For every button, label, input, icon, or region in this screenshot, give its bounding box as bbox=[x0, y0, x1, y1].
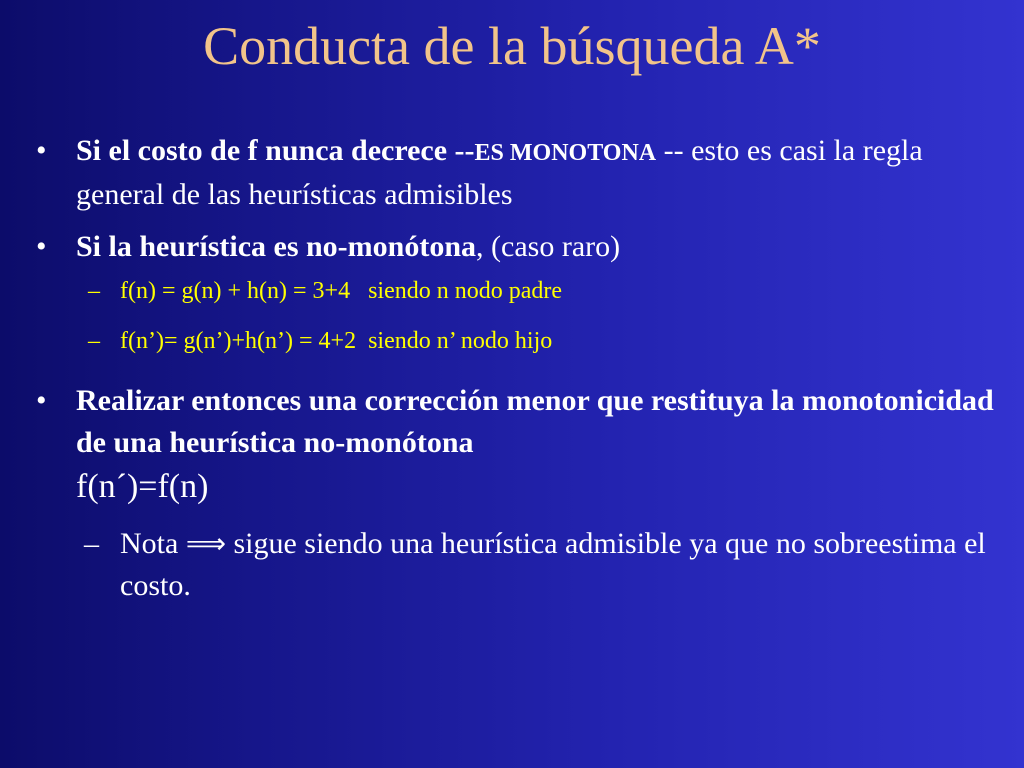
sub-bullet-note bbox=[36, 523, 996, 607]
bullet-normal-text: -- esto es casi la regla general de las heurísticas admisibles bbox=[76, 134, 923, 211]
parent-formula: f(n) = g(n) + h(n) = 3+4 bbox=[120, 278, 351, 304]
sub-bullet-dash: – bbox=[84, 527, 99, 560]
parent-note: siendo n nodo padre bbox=[368, 278, 563, 304]
bullet-emphasis-text: ES MONOTONA bbox=[474, 140, 657, 166]
sub-bullet-parent-node bbox=[36, 274, 996, 308]
bullet-monotone bbox=[36, 130, 996, 216]
bullet-dot: • bbox=[36, 384, 47, 417]
bullet-non-monotone bbox=[36, 226, 996, 268]
sub-bullet-child-node bbox=[36, 324, 996, 358]
bullet-normal-text: , (caso raro) bbox=[476, 230, 621, 263]
slide-title: Conducta de la búsqueda A* bbox=[203, 16, 821, 76]
bullet-dot: • bbox=[36, 230, 47, 263]
bullet-dot: • bbox=[36, 134, 47, 167]
slide-content bbox=[36, 130, 996, 607]
bullet-correction bbox=[36, 380, 996, 509]
implies-arrow-icon: ⟹ bbox=[185, 527, 226, 560]
note-text: sigue siendo una heurística admisible ya que no sobreestima el costo. bbox=[120, 527, 986, 602]
correction-formula: f(n´)=f(n) bbox=[76, 468, 209, 505]
sub-bullet-dash: – bbox=[88, 328, 100, 354]
bullet-bold-text: Si la heurística es no-monótona bbox=[76, 230, 477, 263]
note-prefix: Nota bbox=[120, 527, 179, 560]
child-note: siendo n’ nodo hijo bbox=[368, 328, 553, 354]
child-formula: f(n’)= g(n’)+h(n’) = 4+2 bbox=[120, 328, 357, 354]
bullet-bold-text: Realizar entonces una corrección menor que restituya la monotonicidad de una heurística no-monótona bbox=[76, 384, 994, 459]
bullet-bold-text: Si el costo de f nunca decrece -- bbox=[76, 134, 475, 167]
sub-bullet-dash: – bbox=[88, 278, 100, 304]
